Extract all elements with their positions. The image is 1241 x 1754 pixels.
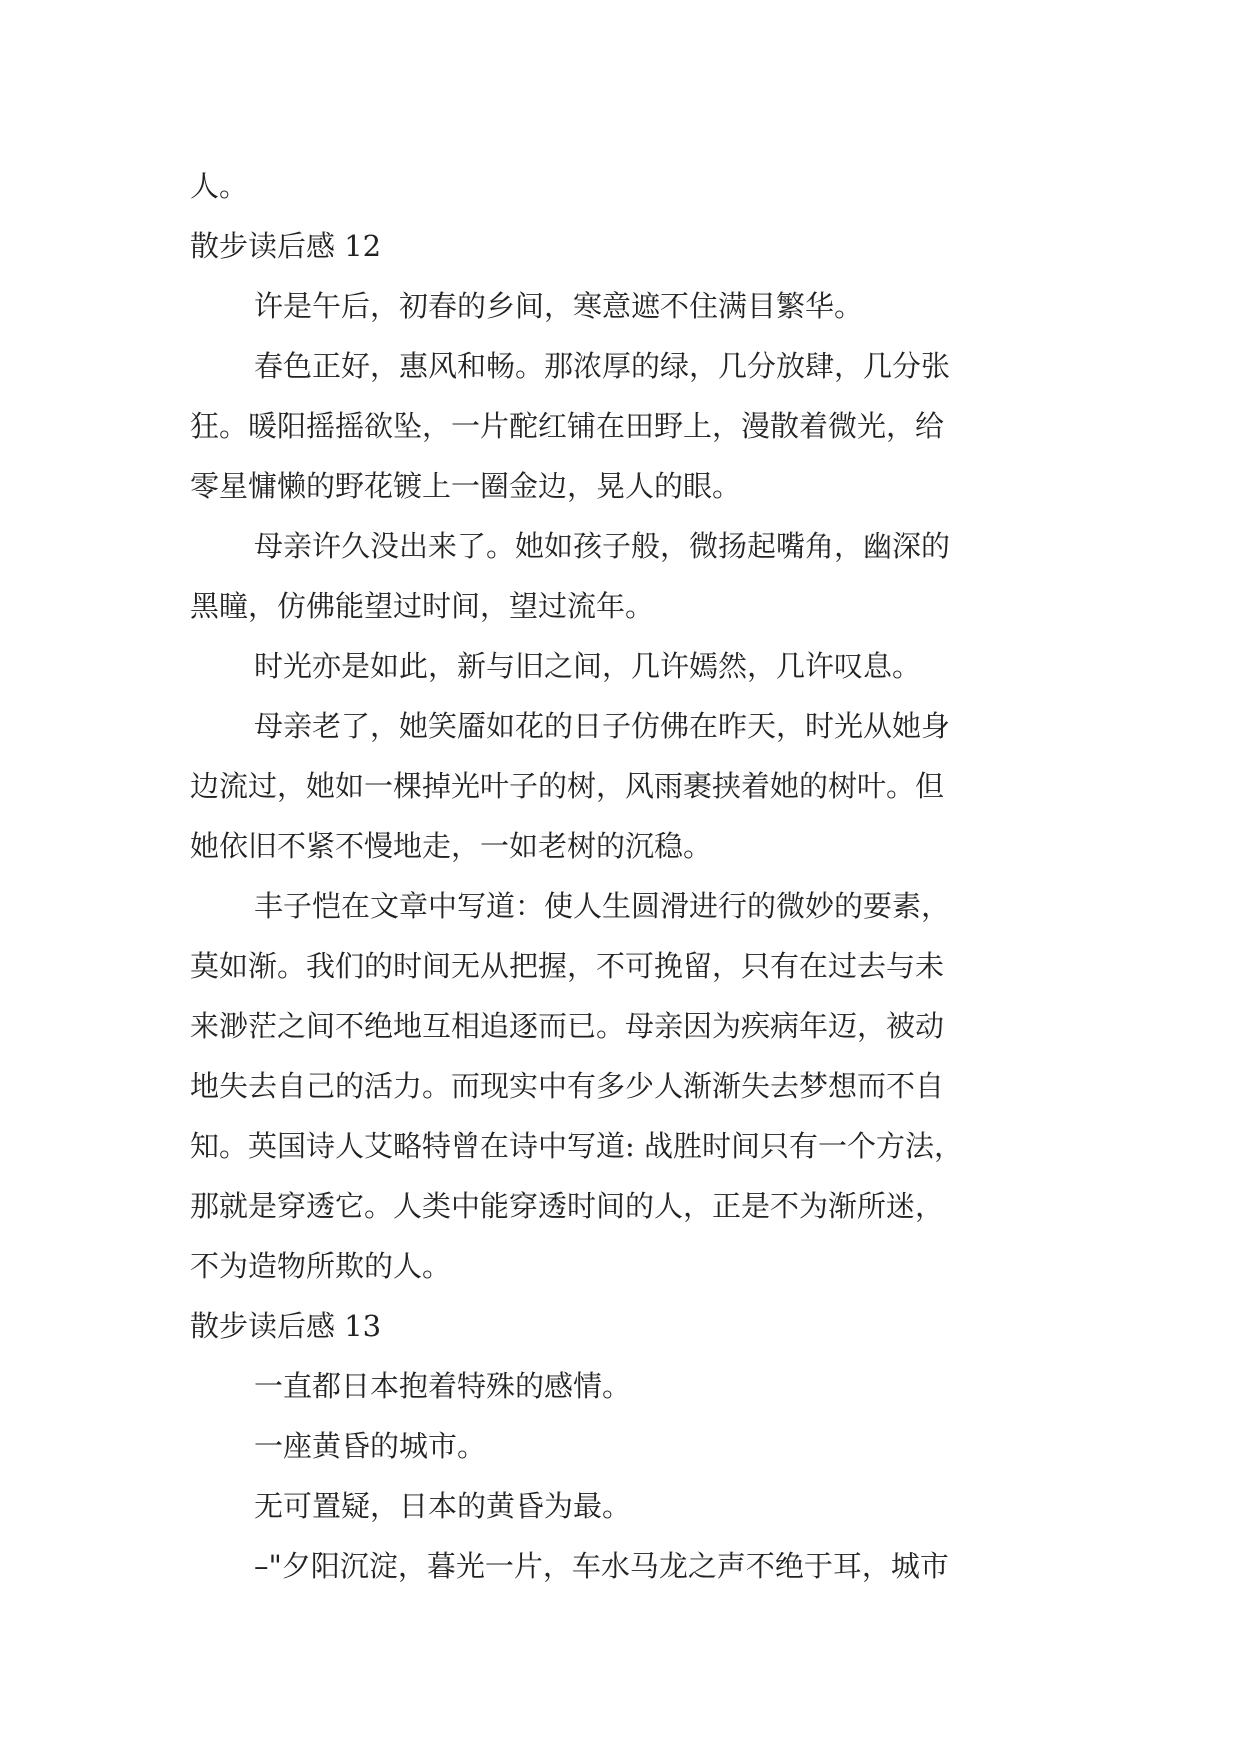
paragraph-line: 那就是穿透它。人类中能穿透时间的人，正是不为渐所迷， (190, 1189, 945, 1223)
paragraph-line: 母亲老了，她笑靥如花的日子仿佛在昨天，时光从她身 (254, 709, 951, 743)
paragraph-line: 零星慵懒的野花镀上一圈金边，晃人的眼。 (190, 469, 742, 503)
paragraph-line: 春色正好，惠风和畅。那浓厚的绿，几分放肆，几分张 (254, 349, 951, 383)
paragraph-line: 黑瞳，仿佛能望过时间，望过流年。 (190, 589, 655, 623)
paragraph-line: 许是午后，初春的乡间，寒意遮不住满目繁华。 (254, 289, 864, 323)
paragraph-line: 知。英国诗人艾略特曾在诗中写道: 战胜时间只有一个方法， (190, 1129, 963, 1163)
paragraph-line: 狂。暖阳摇摇欲坠，一片酡红铺在田野上，漫散着微光，给 (190, 409, 945, 443)
intro-line: 人。 (190, 169, 249, 203)
paragraph-line: 边流过，她如一棵掉光叶子的树，风雨裹挟着她的树叶。但 (190, 769, 945, 803)
section-13-title: 散步读后感 13 (190, 1309, 382, 1343)
paragraph-line: 无可置疑，日本的黄昏为最。 (254, 1489, 632, 1523)
paragraph-line: 莫如渐。我们的时间无从把握，不可挽留，只有在过去与未 (190, 949, 945, 983)
paragraph-line: 一座黄昏的城市。 (254, 1429, 487, 1463)
section-12-title: 散步读后感 12 (190, 229, 382, 263)
paragraph-line: 不为造物所欺的人。 (190, 1249, 452, 1283)
paragraph-line: 来渺茫之间不绝地互相追逐而已。母亲因为疾病年迈，被动 (190, 1009, 945, 1043)
paragraph-line: 她依旧不紧不慢地走，一如老树的沉稳。 (190, 829, 713, 863)
paragraph-line: 时光亦是如此，新与旧之间，几许嫣然，几许叹息。 (254, 649, 922, 683)
paragraph-line: 地失去自己的活力。而现实中有多少人渐渐失去梦想而不自 (190, 1069, 945, 1103)
document-body (190, 156, 1070, 1596)
paragraph-line: 一直都日本抱着特殊的感情。 (254, 1369, 632, 1403)
paragraph-line: –"夕阳沉淀，暮光一片，车水马龙之声不绝于耳，城市 (254, 1549, 949, 1583)
paragraph-line: 母亲许久没出来了。她如孩子般，微扬起嘴角，幽深的 (254, 529, 951, 563)
paragraph-line: 丰子恺在文章中写道：使人生圆滑进行的微妙的要素， (254, 889, 951, 923)
